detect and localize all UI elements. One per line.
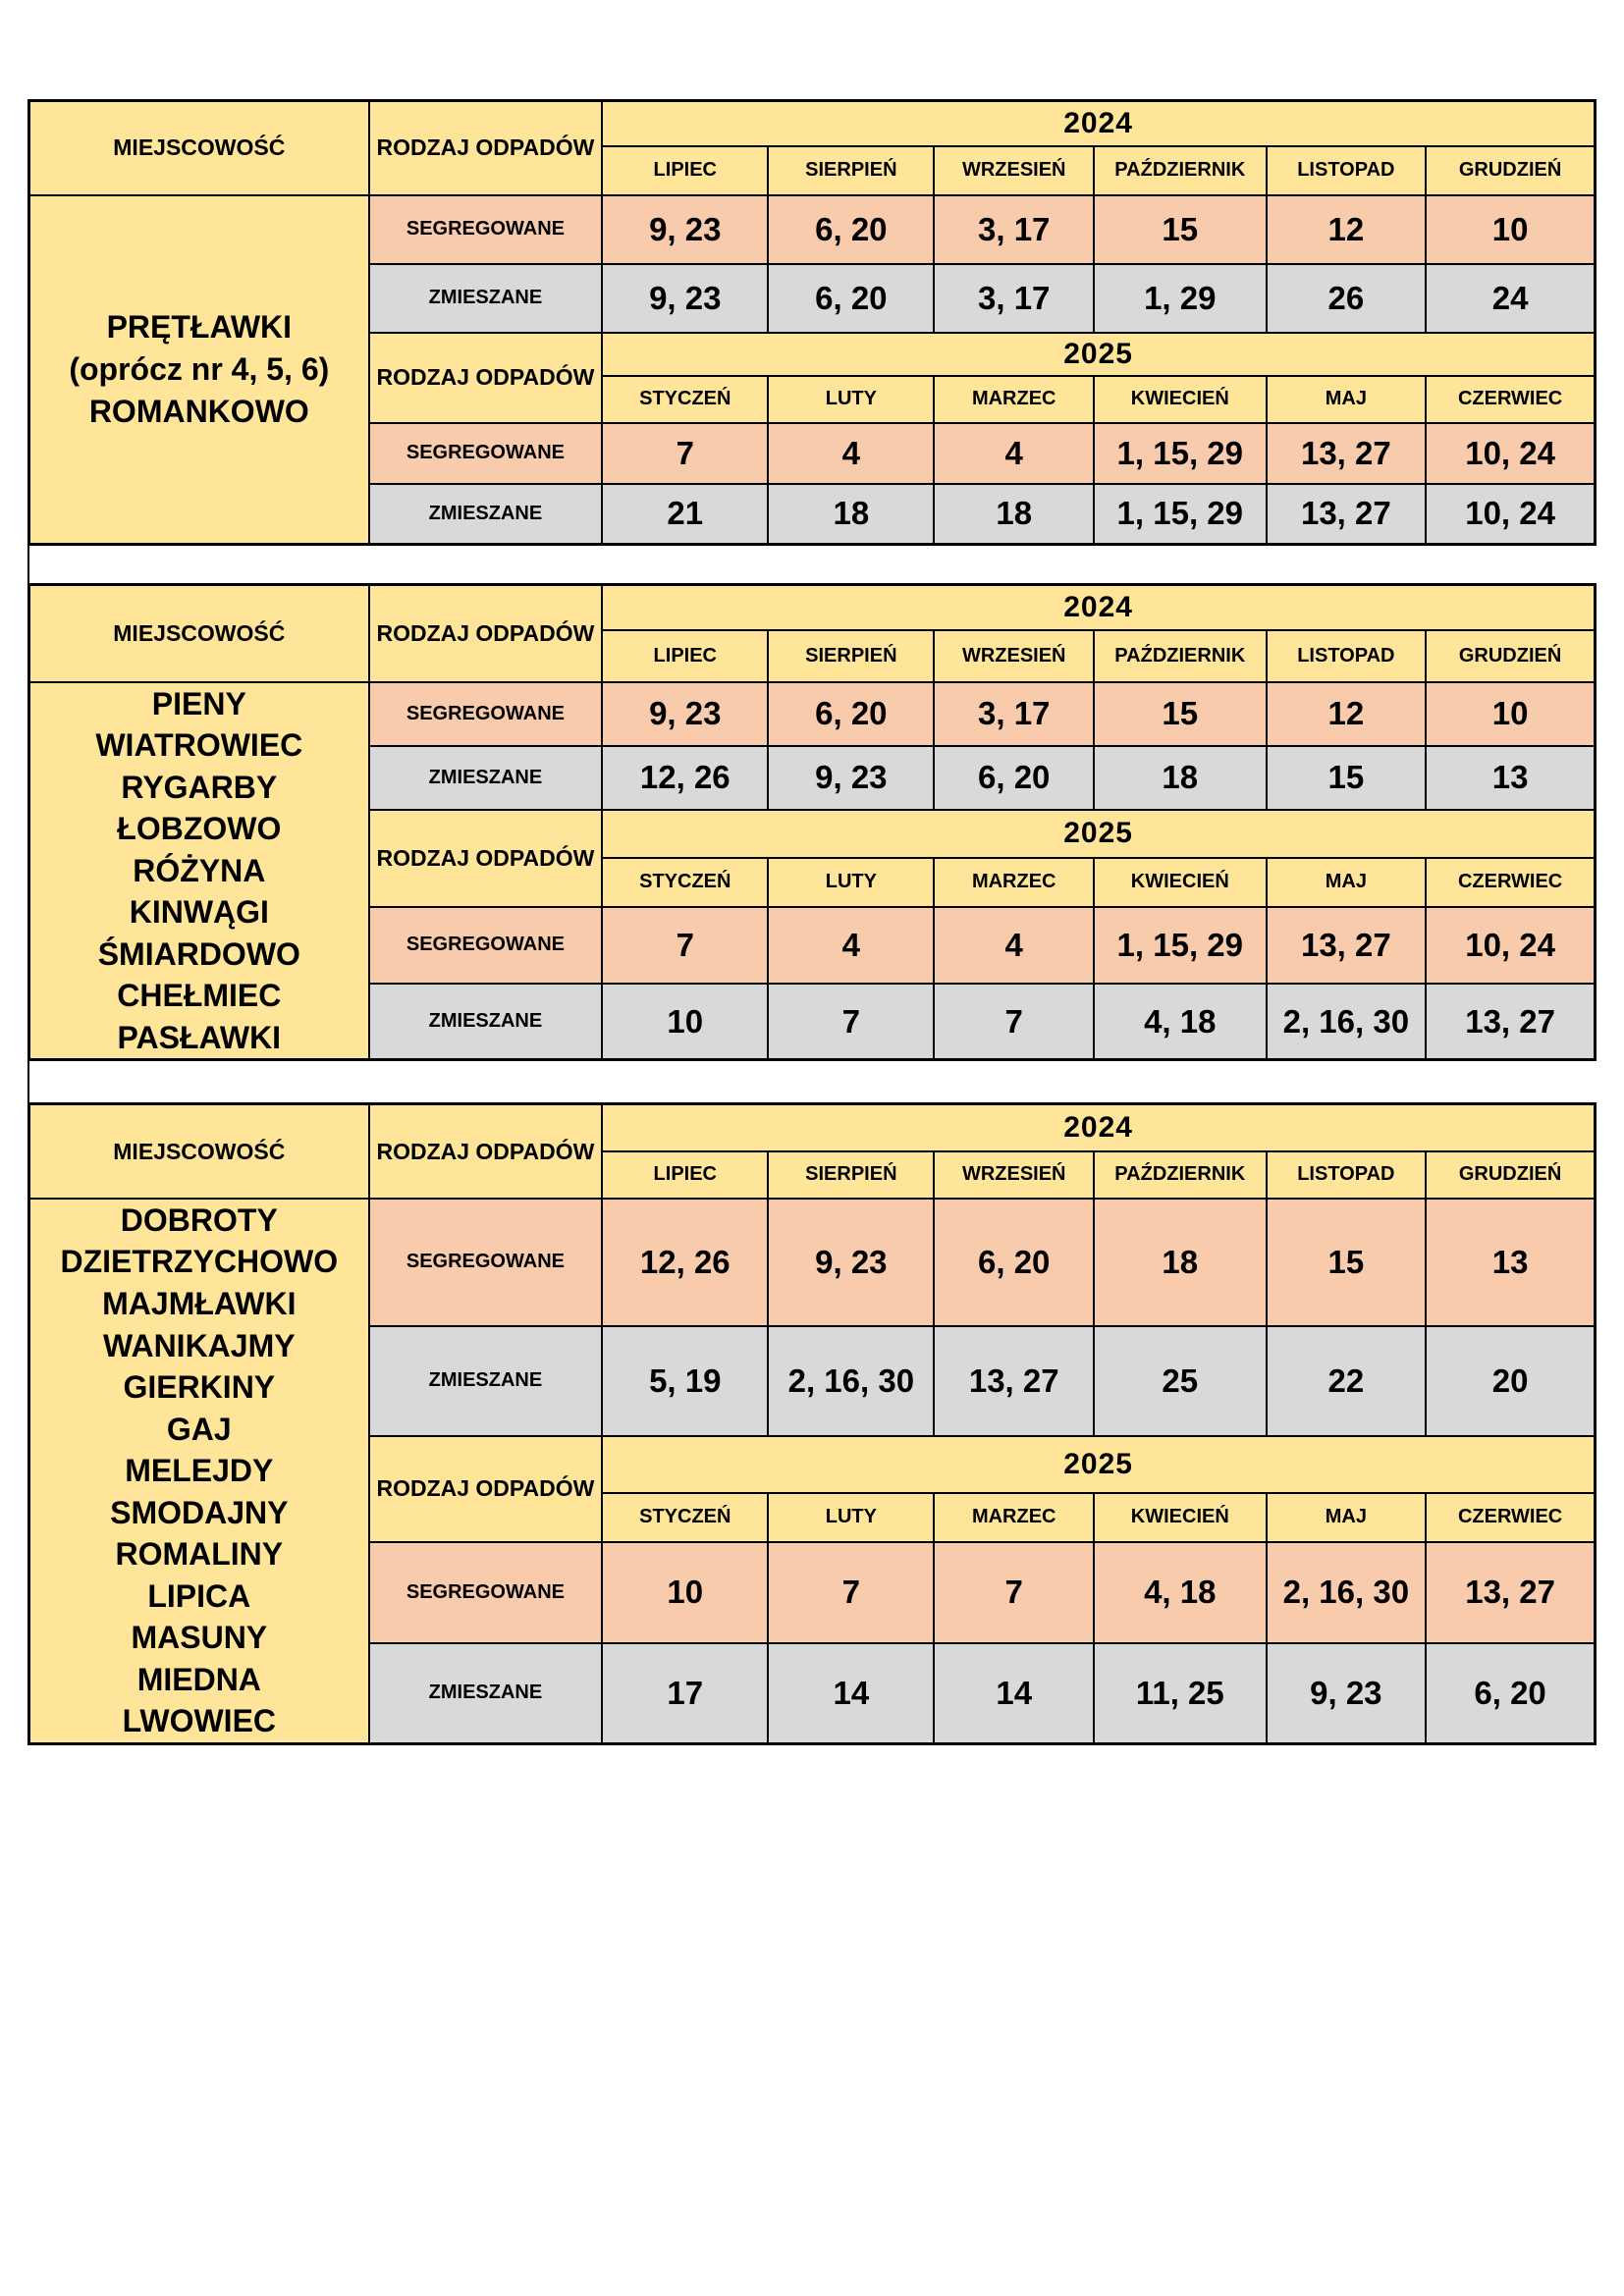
schedule-cell: 6, 20 <box>1426 1643 1595 1744</box>
schedule-cell: 14 <box>768 1643 934 1744</box>
schedule-cell: 21 <box>602 484 768 545</box>
schedule-cell: 15 <box>1267 746 1427 810</box>
schedule-cell: 10, 24 <box>1426 907 1595 984</box>
month-header-cell: LISTOPAD <box>1267 1151 1427 1199</box>
schedule-cell: 13, 27 <box>1267 907 1427 984</box>
month-header-cell: CZERWIEC <box>1426 858 1595 907</box>
schedule-cell: 15 <box>1094 682 1266 746</box>
month-header-cell: KWIECIEŃ <box>1094 376 1266 423</box>
month-header-cell: LIPIEC <box>602 1151 768 1199</box>
year-2024-cell: 2024 <box>602 1104 1595 1151</box>
table-row <box>29 1199 1596 1326</box>
month-header-cell: LUTY <box>768 376 934 423</box>
schedule-cell: 18 <box>1094 1199 1266 1326</box>
schedule-cell: 7 <box>768 984 934 1060</box>
schedule-cell: 12 <box>1267 682 1427 746</box>
schedule-cell: 3, 17 <box>934 195 1094 264</box>
month-header-cell: CZERWIEC <box>1426 376 1595 423</box>
schedule-cell: 9, 23 <box>602 264 768 333</box>
schedule-cell: 6, 20 <box>768 264 934 333</box>
schedule-sheet <box>27 99 1597 1745</box>
schedule-cell: 18 <box>1094 746 1266 810</box>
segregated-label-cell: SEGREGOWANE <box>369 682 603 746</box>
schedule-cell: 10, 24 <box>1426 423 1595 484</box>
schedule-cell: 10 <box>1426 195 1595 264</box>
mixed-label-cell: ZMIESZANE <box>369 264 603 333</box>
schedule-cell: 7 <box>934 984 1094 1060</box>
month-header-cell: STYCZEŃ <box>602 376 768 423</box>
schedule-cell: 17 <box>602 1643 768 1744</box>
schedule-cell: 6, 20 <box>934 1199 1094 1326</box>
month-header-cell: MARZEC <box>934 858 1094 907</box>
month-header-cell: SIERPIEŃ <box>768 1151 934 1199</box>
schedule-cell: 7 <box>934 1542 1094 1643</box>
mixed-label-cell: ZMIESZANE <box>369 984 603 1060</box>
schedule-cell: 2, 16, 30 <box>768 1326 934 1436</box>
schedule-cell: 12, 26 <box>602 1199 768 1326</box>
rodzaj-odpadow-header-cell: RODZAJ ODPADÓW <box>369 101 603 195</box>
schedule-cell: 13, 27 <box>1426 1542 1595 1643</box>
mixed-label-cell: ZMIESZANE <box>369 1643 603 1744</box>
year-2025-cell: 2025 <box>602 333 1595 376</box>
schedule-cell: 6, 20 <box>934 746 1094 810</box>
schedule-cell: 1, 15, 29 <box>1094 907 1266 984</box>
month-header-cell: STYCZEŃ <box>602 858 768 907</box>
schedule-cell: 4, 18 <box>1094 984 1266 1060</box>
schedule-cell: 13 <box>1426 1199 1595 1326</box>
table-spacer <box>27 1061 1597 1102</box>
table-row <box>29 195 1596 264</box>
schedule-cell: 22 <box>1267 1326 1427 1436</box>
schedule-cell: 6, 20 <box>768 682 934 746</box>
schedule-cell: 4 <box>934 907 1094 984</box>
schedule-cell: 6, 20 <box>768 195 934 264</box>
year-2024-cell: 2024 <box>602 585 1595 630</box>
month-header-cell: LUTY <box>768 1493 934 1542</box>
schedule-table-1 <box>27 99 1597 546</box>
month-header-cell: KWIECIEŃ <box>1094 858 1266 907</box>
schedule-cell: 10 <box>1426 682 1595 746</box>
schedule-cell: 4 <box>934 423 1094 484</box>
table-row <box>29 682 1596 746</box>
schedule-cell: 11, 25 <box>1094 1643 1266 1744</box>
schedule-cell: 4, 18 <box>1094 1542 1266 1643</box>
month-header-cell: GRUDZIEŃ <box>1426 146 1595 195</box>
month-header-cell: SIERPIEŃ <box>768 630 934 682</box>
schedule-cell: 13, 27 <box>1267 423 1427 484</box>
schedule-cell: 1, 15, 29 <box>1094 423 1266 484</box>
schedule-cell: 10, 24 <box>1426 484 1595 545</box>
month-header-cell: WRZESIEŃ <box>934 630 1094 682</box>
month-header-cell: LIPIEC <box>602 146 768 195</box>
table-spacer <box>27 546 1597 583</box>
rodzaj-odpadow-header-cell: RODZAJ ODPADÓW <box>369 1436 603 1542</box>
mixed-label-cell: ZMIESZANE <box>369 1326 603 1436</box>
month-header-cell: MARZEC <box>934 376 1094 423</box>
schedule-cell: 4 <box>768 907 934 984</box>
rodzaj-odpadow-header-cell: RODZAJ ODPADÓW <box>369 810 603 907</box>
schedule-cell: 18 <box>768 484 934 545</box>
segregated-label-cell: SEGREGOWANE <box>369 1199 603 1326</box>
schedule-cell: 9, 23 <box>602 682 768 746</box>
mixed-label-cell: ZMIESZANE <box>369 484 603 545</box>
month-header-cell: KWIECIEŃ <box>1094 1493 1266 1542</box>
month-header-cell: LISTOPAD <box>1267 146 1427 195</box>
schedule-cell: 1, 29 <box>1094 264 1266 333</box>
schedule-cell: 3, 17 <box>934 264 1094 333</box>
month-header-cell: SIERPIEŃ <box>768 146 934 195</box>
miejscowosc-header-cell: MIEJSCOWOŚĆ <box>29 101 369 195</box>
month-header-cell: MAJ <box>1267 1493 1427 1542</box>
locality-cell: PRĘTŁAWKI (oprócz nr 4, 5, 6) ROMANKOWO <box>29 195 369 545</box>
locality-cell: PIENY WIATROWIEC RYGARBY ŁOBZOWO RÓŻYNA KINWĄGI ŚMIARDOWO CHEŁMIEC PASŁAWKI <box>29 682 369 1060</box>
schedule-cell: 5, 19 <box>602 1326 768 1436</box>
schedule-cell: 2, 16, 30 <box>1267 984 1427 1060</box>
schedule-cell: 24 <box>1426 264 1595 333</box>
schedule-table-2 <box>27 583 1597 1061</box>
schedule-cell: 20 <box>1426 1326 1595 1436</box>
year-2025-cell: 2025 <box>602 1436 1595 1493</box>
month-header-cell: WRZESIEŃ <box>934 1151 1094 1199</box>
month-header-cell: MARZEC <box>934 1493 1094 1542</box>
table-row <box>29 101 1596 146</box>
schedule-cell: 13 <box>1426 746 1595 810</box>
schedule-cell: 10 <box>602 1542 768 1643</box>
schedule-cell: 14 <box>934 1643 1094 1744</box>
month-header-cell: WRZESIEŃ <box>934 146 1094 195</box>
month-header-cell: LISTOPAD <box>1267 630 1427 682</box>
schedule-cell: 4 <box>768 423 934 484</box>
schedule-cell: 7 <box>768 1542 934 1643</box>
locality-cell: DOBROTY DZIETRZYCHOWO MAJMŁAWKI WANIKAJMY GIERKINY GAJ MELEJDY SMODAJNY ROMALINY LIPICA MASUNY MIEDNA LWOWIEC <box>29 1199 369 1744</box>
schedule-cell: 25 <box>1094 1326 1266 1436</box>
miejscowosc-header-cell: MIEJSCOWOŚĆ <box>29 585 369 682</box>
segregated-label-cell: SEGREGOWANE <box>369 195 603 264</box>
schedule-cell: 9, 23 <box>768 1199 934 1326</box>
segregated-label-cell: SEGREGOWANE <box>369 1542 603 1643</box>
month-header-cell: MAJ <box>1267 858 1427 907</box>
rodzaj-odpadow-header-cell: RODZAJ ODPADÓW <box>369 1104 603 1199</box>
rodzaj-odpadow-header-cell: RODZAJ ODPADÓW <box>369 333 603 423</box>
schedule-cell: 13, 27 <box>1267 484 1427 545</box>
month-header-cell: CZERWIEC <box>1426 1493 1595 1542</box>
schedule-cell: 15 <box>1267 1199 1427 1326</box>
mixed-label-cell: ZMIESZANE <box>369 746 603 810</box>
miejscowosc-header-cell: MIEJSCOWOŚĆ <box>29 1104 369 1199</box>
year-2025-cell: 2025 <box>602 810 1595 858</box>
schedule-cell: 9, 23 <box>768 746 934 810</box>
schedule-cell: 13, 27 <box>934 1326 1094 1436</box>
month-header-cell: MAJ <box>1267 376 1427 423</box>
month-header-cell: PAŹDZIERNIK <box>1094 1151 1266 1199</box>
month-header-cell: LIPIEC <box>602 630 768 682</box>
schedule-cell: 10 <box>602 984 768 1060</box>
schedule-cell: 9, 23 <box>602 195 768 264</box>
schedule-cell: 2, 16, 30 <box>1267 1542 1427 1643</box>
schedule-cell: 26 <box>1267 264 1427 333</box>
month-header-cell: PAŹDZIERNIK <box>1094 630 1266 682</box>
schedule-cell: 18 <box>934 484 1094 545</box>
month-header-cell: PAŹDZIERNIK <box>1094 146 1266 195</box>
year-2024-cell: 2024 <box>602 101 1595 146</box>
table-row <box>29 1104 1596 1151</box>
table-row <box>29 585 1596 630</box>
month-header-cell: STYCZEŃ <box>602 1493 768 1542</box>
month-header-cell: LUTY <box>768 858 934 907</box>
schedule-table-3 <box>27 1102 1597 1745</box>
schedule-cell: 12 <box>1267 195 1427 264</box>
schedule-cell: 1, 15, 29 <box>1094 484 1266 545</box>
schedule-cell: 3, 17 <box>934 682 1094 746</box>
month-header-cell: GRUDZIEŃ <box>1426 1151 1595 1199</box>
segregated-label-cell: SEGREGOWANE <box>369 907 603 984</box>
schedule-cell: 13, 27 <box>1426 984 1595 1060</box>
schedule-cell: 12, 26 <box>602 746 768 810</box>
segregated-label-cell: SEGREGOWANE <box>369 423 603 484</box>
schedule-cell: 9, 23 <box>1267 1643 1427 1744</box>
month-header-cell: GRUDZIEŃ <box>1426 630 1595 682</box>
schedule-cell: 7 <box>602 907 768 984</box>
rodzaj-odpadow-header-cell: RODZAJ ODPADÓW <box>369 585 603 682</box>
schedule-cell: 7 <box>602 423 768 484</box>
schedule-cell: 15 <box>1094 195 1266 264</box>
